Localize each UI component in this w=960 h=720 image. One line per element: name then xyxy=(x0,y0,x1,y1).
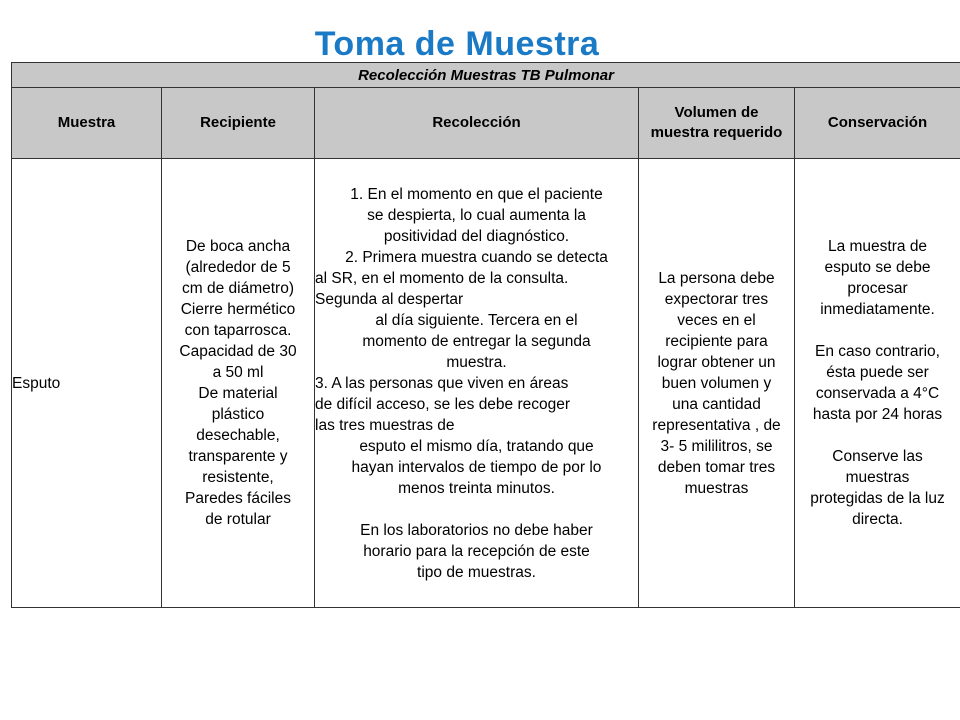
cell-volumen-lines xyxy=(639,268,794,499)
cell-text-line: Cierre hermético xyxy=(180,301,296,318)
cell-text-line: cm de diámetro) xyxy=(182,280,294,297)
table-row xyxy=(12,159,960,608)
cell-text-line: esputo se debe xyxy=(824,259,931,276)
cell-muestra-text: Esputo xyxy=(12,374,61,392)
cell-muestra xyxy=(12,159,162,608)
cell-text-line: En caso contrario, xyxy=(815,343,940,360)
table-header-row xyxy=(12,88,960,159)
cell-text-line: momento de entregar la segunda xyxy=(362,332,591,350)
cell-text-line: horario para la recepción de este xyxy=(363,542,590,560)
cell-text-line: lograr obtener un xyxy=(657,353,776,371)
cell-text-line: veces en el xyxy=(677,311,756,329)
cell-text-line: muestra. xyxy=(446,353,507,371)
cell-text-line: (alrededor de 5 xyxy=(185,259,291,276)
header-volumen xyxy=(639,88,795,159)
cell-recipiente xyxy=(162,159,315,608)
cell-text-line: resistente, xyxy=(202,469,274,486)
cell-text-line: ésta puede ser xyxy=(826,364,929,381)
cell-text-line: a 50 ml xyxy=(212,364,264,381)
cell-text-line: positividad del diagnóstico. xyxy=(383,227,570,245)
cell-text-line: Segunda al despertar xyxy=(315,290,464,308)
cell-recoleccion xyxy=(315,159,639,608)
cell-text-line: directa. xyxy=(852,511,903,528)
cell-text-line: de difícil acceso, se les debe recoger xyxy=(315,395,571,413)
cell-text-line: una cantidad xyxy=(672,395,761,413)
cell-volumen xyxy=(639,159,795,608)
cell-text-line: De boca ancha xyxy=(185,238,291,255)
cell-text-line: Conserve las xyxy=(832,448,923,465)
header-recipiente: Recipiente xyxy=(162,88,315,159)
paragraph-gap xyxy=(315,499,638,520)
cell-text-line: de rotular xyxy=(205,511,271,528)
cell-text-line: recipiente para xyxy=(665,332,768,350)
cell-recipiente-lines xyxy=(162,236,314,530)
header-volumen-line2: muestra requerido xyxy=(650,124,783,141)
cell-text-line: 1. En el momento en que el paciente xyxy=(350,185,603,203)
cell-text-line: muestras xyxy=(684,479,749,497)
table-caption-row xyxy=(12,63,960,88)
cell-text-line: hayan intervalos de tiempo de por lo xyxy=(351,458,602,476)
cell-text-line: esputo el mismo día, tratando que xyxy=(359,437,594,455)
cell-text-line: con taparrosca. xyxy=(184,322,292,339)
cell-text-line: se despierta, lo cual aumenta la xyxy=(367,206,586,224)
cell-text-line: Paredes fáciles xyxy=(185,490,291,507)
cell-text-line: tipo de muestras. xyxy=(417,563,536,581)
cell-text-line: 2. Primera muestra cuando se detecta xyxy=(345,248,608,266)
cell-text-line: De material xyxy=(198,385,278,402)
cell-text-line: expectorar tres xyxy=(664,290,769,308)
cell-text-line: al SR, en el momento de la consulta. xyxy=(315,269,569,287)
cell-text-line: En los laboratorios no debe haber xyxy=(360,521,593,539)
header-recoleccion: Recolección xyxy=(315,88,639,159)
cell-text-line: protegidas de la luz xyxy=(810,490,945,507)
cell-text-line: 3- 5 mililitros, se xyxy=(660,437,773,455)
sample-collection-table xyxy=(11,62,960,608)
cell-text-line: muestras xyxy=(845,469,910,486)
cell-text-line: desechable, xyxy=(196,427,280,444)
header-conservacion: Conservación xyxy=(795,88,960,159)
page-title: Toma de Muestra xyxy=(314,25,600,63)
cell-text-line: deben tomar tres xyxy=(657,458,776,476)
cell-text-line: transparente y xyxy=(188,448,288,465)
cell-text-line: Capacidad de 30 xyxy=(179,343,297,360)
header-muestra: Muestra xyxy=(12,88,162,159)
cell-text-line: representativa , de xyxy=(652,416,781,434)
cell-text-line: 3. A las personas que viven en áreas xyxy=(315,374,569,392)
cell-text-line: las tres muestras de xyxy=(315,416,455,434)
cell-text-line: La muestra de xyxy=(827,238,928,255)
header-volumen-line1: Volumen de xyxy=(674,104,759,121)
cell-conservacion xyxy=(795,159,960,608)
cell-text-line: La persona debe xyxy=(658,269,775,287)
cell-text-line: plástico xyxy=(211,406,265,423)
cell-text-line: menos treinta minutos. xyxy=(398,479,555,497)
table-caption: Recolección Muestras TB Pulmonar xyxy=(12,63,960,88)
paragraph-gap xyxy=(795,425,960,446)
cell-text-line: al día siguiente. Tercera en el xyxy=(375,311,578,329)
paragraph-gap xyxy=(795,320,960,341)
cell-conservacion-lines xyxy=(795,236,960,530)
cell-recoleccion-lines xyxy=(315,184,638,583)
cell-text-line: hasta por 24 horas xyxy=(812,406,943,423)
cell-text-line: procesar xyxy=(847,280,908,297)
cell-text-line: conservada a 4°C xyxy=(815,385,940,402)
cell-text-line: buen volumen y xyxy=(661,374,772,392)
cell-text-line: inmediatamente. xyxy=(820,301,935,318)
